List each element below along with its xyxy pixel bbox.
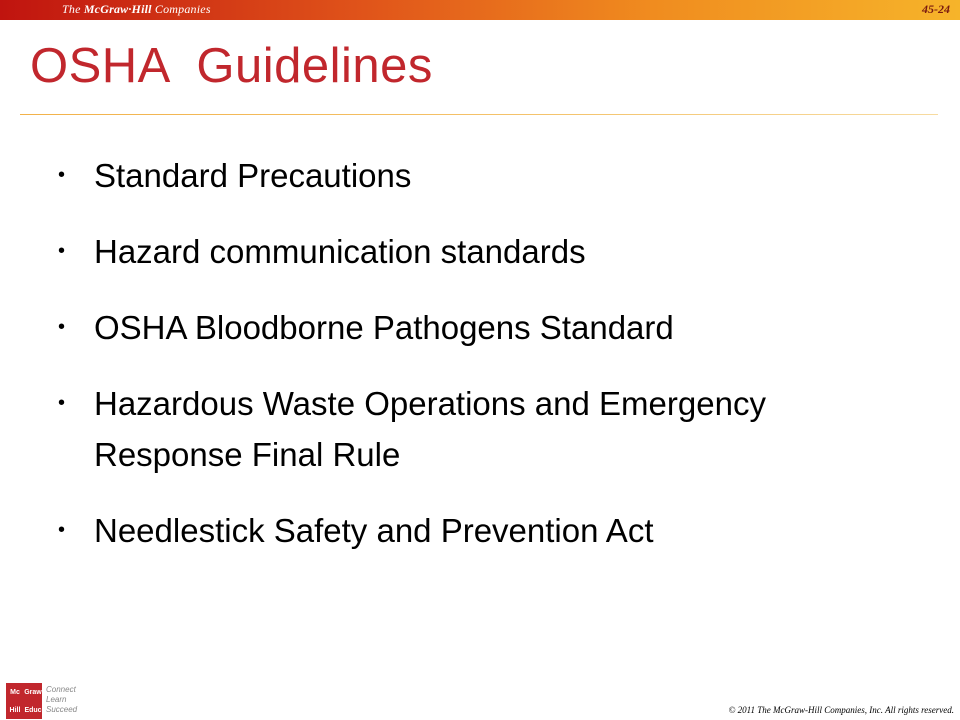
- bullet-text: Hazardous Waste Operations and Emergency Response Final Rule: [94, 385, 766, 473]
- logo-letter: Educ: [24, 706, 42, 714]
- tagline-line: Succeed: [46, 705, 78, 714]
- slide-number: 45-24: [922, 2, 950, 16]
- bullet-dot-icon: •: [58, 240, 66, 262]
- bullet-dot-icon: •: [58, 164, 66, 186]
- bullet-text: Standard Precautions: [94, 157, 412, 194]
- logo-letter: Hill: [9, 706, 21, 714]
- slide-title: OSHA Guidelines: [30, 39, 433, 93]
- bullet-item: [58, 150, 918, 201]
- bullet-dot-icon: •: [58, 519, 66, 541]
- brand-prefix: The: [62, 2, 84, 16]
- logo-letter: Graw: [24, 688, 42, 696]
- brand-suffix: Companies: [151, 2, 211, 16]
- bullet-text: Hazard communication standards: [94, 233, 586, 270]
- bullet-dot-icon: •: [58, 392, 66, 414]
- brand-name: [62, 2, 211, 17]
- mcgraw-hill-logo-icon: [6, 683, 42, 719]
- tagline: [46, 685, 77, 715]
- tagline-line: Learn: [46, 695, 67, 704]
- tagline-line: Connect: [46, 685, 76, 694]
- bullet-item: [58, 505, 918, 556]
- bullet-list: [58, 150, 918, 581]
- header-bar: [0, 0, 960, 20]
- logo-letter: Mc: [10, 688, 20, 696]
- title-divider: [20, 114, 938, 115]
- bullet-text: OSHA Bloodborne Pathogens Standard: [94, 309, 674, 346]
- copyright-notice: © 2011 The McGraw-Hill Companies, Inc. All rights reserved.: [728, 705, 954, 715]
- bullet-text: Needlestick Safety and Prevention Act: [94, 512, 654, 549]
- bullet-item: [58, 302, 918, 353]
- brand-mcgrawhill: McGraw·Hill: [83, 2, 152, 16]
- bullet-item: [58, 226, 918, 277]
- bullet-item: [58, 378, 918, 480]
- bullet-dot-icon: •: [58, 316, 66, 338]
